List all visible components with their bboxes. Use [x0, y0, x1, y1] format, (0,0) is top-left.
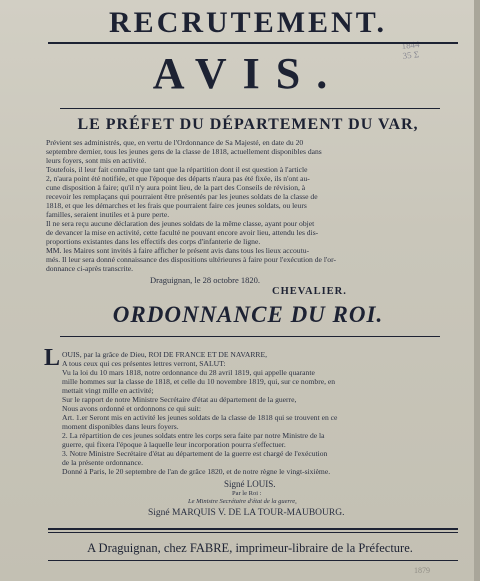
preamble-line: Prévient ses administrés, que, en vertu de l'Ordonnance de Sa Majesté, en date du 20	[46, 138, 304, 147]
ordonnance-line: 3. Notre Ministre Secrétaire d'état au département de la guerre est chargé de l'exécution	[62, 449, 328, 458]
corner-stamp: 1879	[414, 566, 430, 575]
footer-rule-bottom	[48, 560, 458, 561]
ordonnance-title: ORDONNANCE DU ROI.	[112, 302, 384, 327]
preamble-line: recevoir les remplaçans qui pourraient être présentés par les jeunes soldats de la classe de	[46, 192, 318, 201]
ordonnance-line: Art. 1.er Seront mis en activité les jeunes soldats de la classe de 1818 qui se trouvent en ce	[62, 413, 338, 422]
preamble-line: familles, seraient inutiles et à pure perte.	[46, 210, 170, 219]
signatory: CHEVALIER.	[272, 286, 347, 297]
ordonnance-line: de la présente ordonnance.	[62, 458, 143, 467]
preamble-line: més. Il leur sera donné connaissance des dispositions ultérieures à faire pour l'exécution de l'or-	[46, 255, 336, 264]
footer-rule-inner	[48, 532, 458, 533]
ordonnance-line: mettait vingt mille en activité;	[62, 386, 154, 395]
preamble-line: cune disposition à faire; qu'il n'y aura point lieu, de la part des Conseils de révision, à	[46, 183, 306, 192]
prefet-heading: LE PRÉFET DU DÉPARTEMENT DU VAR,	[77, 116, 419, 133]
ordonnance-line: Nous avons ordonné et ordonnons ce qui suit:	[62, 404, 201, 413]
preamble-line: septembre dernier, tous les jeunes gens de la classe de 1818, actuellement disponibles dans	[46, 147, 322, 156]
ordonnance-rule	[60, 336, 440, 337]
drop-cap: L	[44, 345, 61, 371]
preamble-line: proportions existantes dans les effectifs des corps d'infanterie de ligne.	[46, 237, 261, 246]
ordonnance-line: Donné à Paris, le 20 septembre de l'an de grâce 1820, et de notre règne le vingt-sixième.	[62, 467, 331, 476]
ordonnance-line: guerre, qui fixera l'époque à laquelle leur incorporation pourra s'effectuer.	[62, 440, 286, 449]
ordonnance-line: mille hommes sur la classe de 1818, et celle du 10 novembre 1819, qui, sur ce nombre, en	[62, 377, 336, 386]
ordonnance-line: OUIS, par la grâce de Dieu, ROI DE FRANCE ET DE NAVARRE,	[62, 350, 268, 359]
preamble-line: de devancer la mise en activité, cette faculté ne pouvant encore avoir lieu, attendu les dis-	[46, 228, 319, 237]
ordonnance-line: A tous ceux qui ces présentes lettres verront, SALUT:	[62, 359, 226, 368]
printer-imprint: A Draguignan, chez FABRE, imprimeur-libraire de la Préfecture.	[87, 541, 413, 555]
preamble-line: Il ne sera reçu aucune déclaration des jeunes soldats de la même classe, ayant pour objet	[46, 219, 315, 228]
preamble-line: leurs foyers, sont mis en activité.	[46, 156, 147, 165]
preamble-text	[46, 138, 454, 273]
minister-signature: Signé MARQUIS V. DE LA TOUR-MAUBOURG.	[148, 508, 345, 518]
avis-rule	[60, 108, 440, 109]
par-le-roi: Par le Roi :	[232, 490, 262, 497]
minister-title: Le Ministre Secrétaire d'état de la guerre,	[188, 498, 297, 505]
poster-title: RECRUTEMENT.	[109, 6, 387, 39]
ordonnance-line: 2. La répartition de ces jeunes soldats entre les corps sera faite par notre Ministre de la	[62, 431, 325, 440]
preamble-line: 2, n'aura point été notifiée, et que l'époque des départs n'aura pas été fixée, ils n'ont au-	[46, 174, 310, 183]
ordonnance-text	[62, 350, 454, 476]
preamble-line: MM. les Maires sont invités à faire afficher le présent avis dans tous les lieux accoutu-	[46, 246, 310, 255]
signed-louis: Signé LOUIS.	[224, 479, 276, 489]
handwritten-annotation: 1844 35 Σ	[401, 39, 420, 61]
footer-rule-top	[48, 528, 458, 530]
preamble-line: Toutefois, il leur fait connaître que tant que la répartition dont il est question à l'article	[46, 165, 308, 174]
title-rule	[48, 42, 458, 44]
ordonnance-line: Vu la loi du 10 mars 1818, notre ordonnance du 28 avril 1819, qui appelle quarante	[62, 368, 315, 377]
date-line: Draguignan, le 28 octobre 1820.	[150, 275, 260, 285]
paper-edge	[474, 0, 480, 581]
preamble-line: 1818, et que les démarches et les frais que pourraient faire ces jeunes soldats, ou leurs	[46, 201, 307, 210]
avis-heading: AVIS.	[152, 49, 344, 98]
ordonnance-line: moment disponibles dans leurs foyers.	[62, 422, 179, 431]
preamble-line: donnance ci-après transcrite.	[46, 264, 134, 273]
ordonnance-line: Sur le rapport de notre Ministre Secrétaire d'état au département de la guerre,	[62, 395, 297, 404]
